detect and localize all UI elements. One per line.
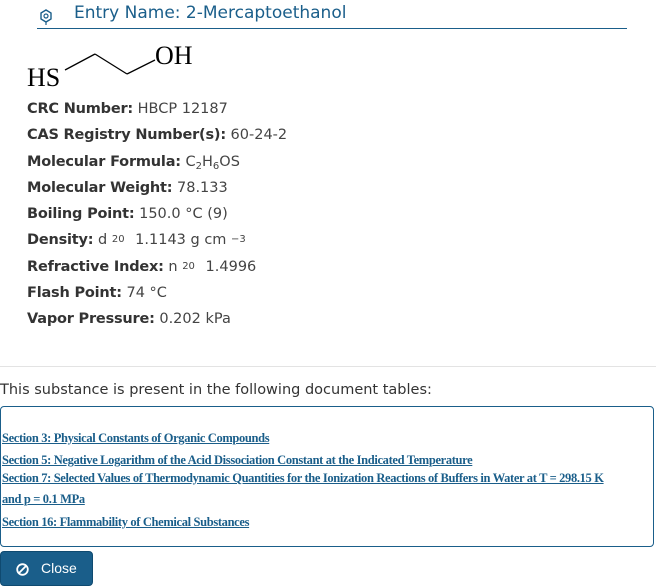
property-list (27, 99, 287, 336)
crc-number-label: CRC Number: (27, 101, 134, 117)
refractive-index-row (27, 257, 287, 283)
boiling-point-label: Boiling Point: (27, 206, 135, 223)
density-exponent: −3 (231, 234, 246, 246)
molecular-formula-row (27, 152, 287, 178)
link-section-3[interactable]: Section 3: Physical Constants of Organic Compounds (2, 431, 270, 445)
molecular-weight-value: 78.133 (177, 179, 228, 196)
link-section-7-continued[interactable]: and p = 0.1 MPa (2, 492, 85, 506)
refractive-index-symbol: n (168, 258, 178, 275)
vapor-pressure-row (27, 309, 287, 335)
structure-bond (95, 54, 127, 74)
structure-oh-label: OH (155, 41, 193, 70)
molecular-formula-label: Molecular Formula: (27, 153, 181, 170)
structure-diagram (27, 38, 197, 94)
density-row (27, 230, 287, 256)
dialog-header (37, 2, 627, 29)
density-temperature: 20 (111, 234, 125, 246)
crc-number-value: HBCP 12187 (137, 101, 228, 117)
boiling-point-reference: (9) (207, 206, 228, 223)
vapor-pressure-label: Vapor Pressure: (27, 311, 155, 328)
document-tables-panel (0, 406, 654, 547)
structure-bond (65, 54, 95, 70)
molecule-icon (37, 8, 55, 26)
flash-point-row (27, 283, 287, 309)
link-section-16[interactable]: Section 16: Flammability of Chemical Substances (2, 515, 250, 529)
molecular-weight-row (27, 178, 287, 204)
density-symbol: d (98, 232, 108, 249)
boiling-point-row (27, 204, 287, 230)
document-tables-list (2, 428, 642, 532)
refractive-index-value: 1.4996 (205, 258, 257, 275)
refractive-index-label: Refractive Index: (27, 258, 164, 275)
molecular-weight-label: Molecular Weight: (27, 179, 173, 196)
link-section-7[interactable]: Section 7: Selected Values of Thermodynamic Quantities for the Ionization Reactions of Buffers in Water at T = 298.15 K (2, 471, 604, 485)
density-label: Density: (27, 232, 94, 249)
crc-number-row (27, 99, 287, 125)
cas-number-value: 60-24-2 (230, 127, 288, 144)
document-tables-intro: This substance is present in the following document tables: (0, 382, 432, 398)
close-button[interactable] (0, 551, 93, 586)
flash-point-value: 74 °C (126, 285, 167, 302)
link-section-5[interactable]: Section 5: Negative Logarithm of the Acid Dissociation Constant at the Indicated Temperature (2, 453, 473, 467)
section-divider (0, 366, 656, 367)
boiling-point-value: 150.0 °C (139, 206, 203, 223)
vapor-pressure-value: 0.202 kPa (159, 311, 231, 328)
entry-title: Entry Name: 2-Mercaptoethanol (74, 3, 347, 23)
refractive-index-temperature: 20 (182, 260, 195, 272)
flash-point-label: Flash Point: (27, 285, 122, 302)
structure-bond (127, 60, 155, 74)
structure-hs-label: HS (27, 63, 61, 92)
close-button-label: Close (41, 560, 77, 576)
ban-icon (16, 563, 29, 576)
density-value: 1.1143 g cm (135, 232, 227, 249)
cas-number-row (27, 125, 287, 151)
molecular-formula-value: $C_2H_6OS$ (185, 153, 240, 172)
cas-number-label: CAS Registry Number(s): (27, 127, 226, 144)
